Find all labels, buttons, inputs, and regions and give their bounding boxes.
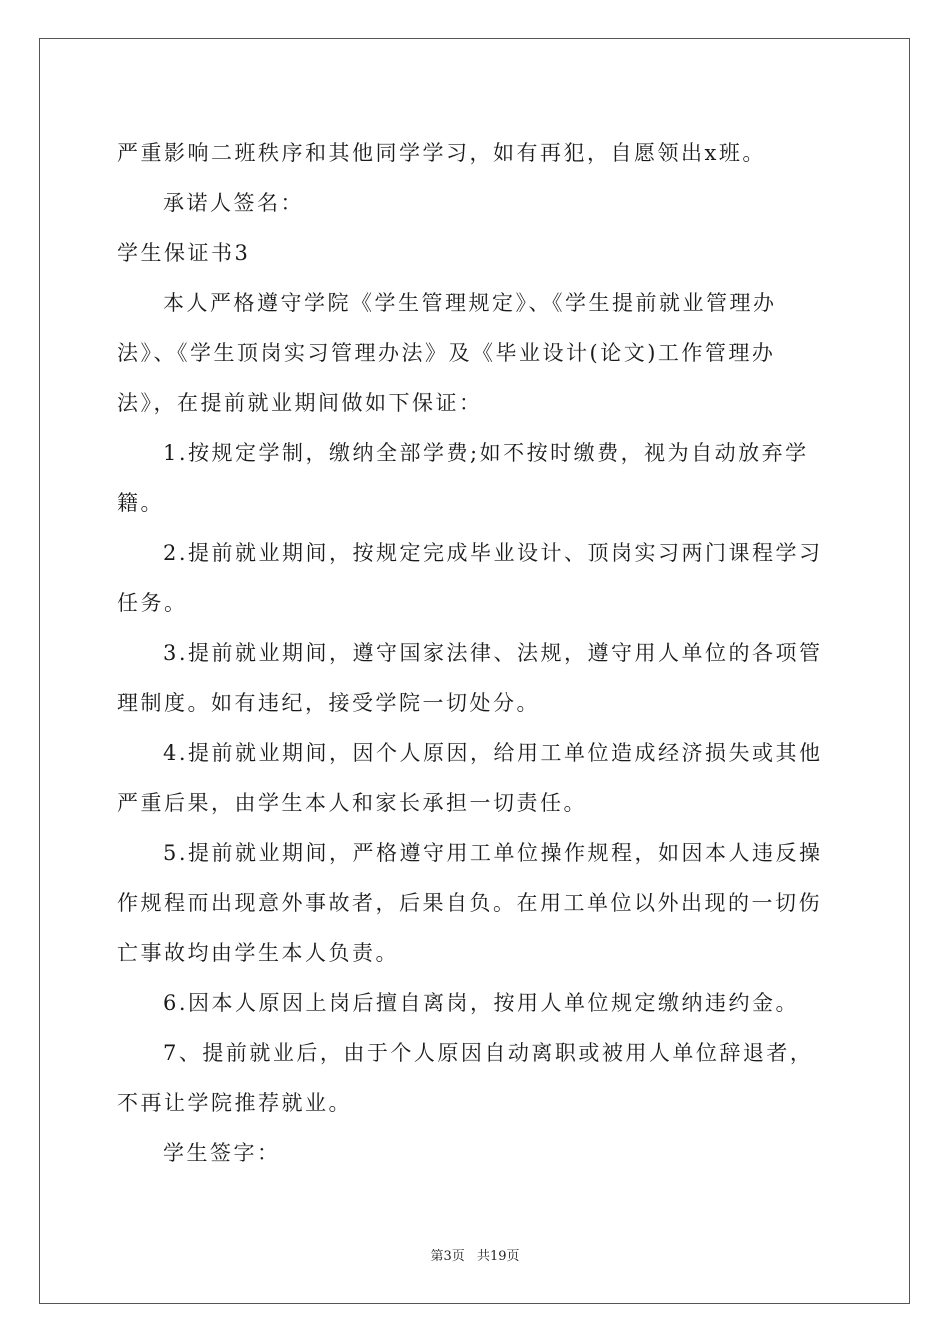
section-heading: 学生保证书3 <box>117 241 251 265</box>
text-line: 籍。 <box>117 491 164 515</box>
text-line: 4.提前就业期间，因个人原因，给用工单位造成经济损失或其他 <box>163 741 823 765</box>
text-line: 5.提前就业期间，严格遵守用工单位操作规程，如因本人违反操 <box>163 841 823 865</box>
text-line: 法》、《学生顶岗实习管理办法》及《毕业设计(论文)工作管理办 <box>117 341 776 365</box>
text-line: 承诺人签名： <box>163 191 304 215</box>
text-line: 严重后果，由学生本人和家长承担一切责任。 <box>117 791 587 815</box>
text-line: 6.因本人原因上岗后擅自离岗，按用人单位规定缴纳违约金。 <box>163 991 800 1015</box>
text-line: 学生签字： <box>163 1141 281 1165</box>
text-line: 严重影响二班秩序和其他同学学习，如有再犯，自愿领出x班。 <box>117 141 766 165</box>
text-line: 作规程而出现意外事故者，后果自负。在用工单位以外出现的一切伤 <box>117 891 822 915</box>
text-line: 1.按规定学制，缴纳全部学费;如不按时缴费，视为自动放弃学 <box>163 441 809 465</box>
page-footer <box>0 1245 950 1264</box>
page-number: 第3页 <box>430 1249 465 1264</box>
text-line: 3.提前就业期间，遵守国家法律、法规，遵守用人单位的各项管 <box>163 641 823 665</box>
text-line: 理制度。如有违纪，接受学院一切处分。 <box>117 691 540 715</box>
text-line: 2.提前就业期间，按规定完成毕业设计、顶岗实习两门课程学习 <box>163 541 823 565</box>
text-line: 本人严格遵守学院《学生管理规定》、《学生提前就业管理办 <box>163 291 777 315</box>
text-line: 亡事故均由学生本人负责。 <box>117 941 399 965</box>
text-line: 不再让学院推荐就业。 <box>117 1091 352 1115</box>
text-line: 7、提前就业后，由于个人原因自动离职或被用人单位辞退者， <box>163 1041 814 1065</box>
page-total: 共19页 <box>476 1249 520 1264</box>
document-body <box>117 128 833 1178</box>
text-line: 任务。 <box>117 591 188 615</box>
text-line: 法》，在提前就业期间做如下保证： <box>117 391 483 415</box>
